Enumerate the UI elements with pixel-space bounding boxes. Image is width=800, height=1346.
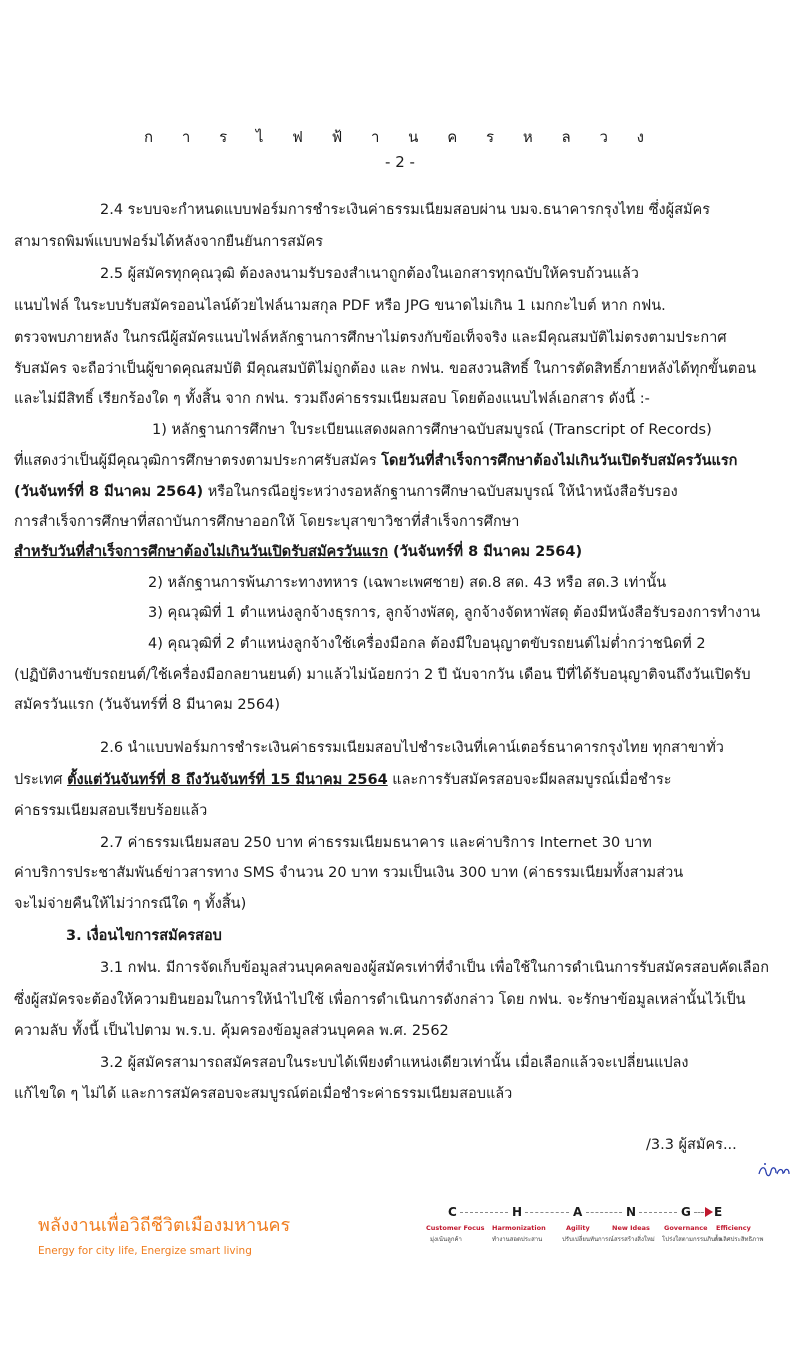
- change-label: Agility: [566, 1224, 590, 1232]
- section-3-heading: 3. เงื่อนไขการสมัครสอบ: [66, 928, 222, 944]
- change-sublabel: มุ่งเน้นลูกค้า: [430, 1236, 462, 1243]
- para-3-1-line1: 3.1 กฟน. มีการจัดเก็บข้อมูลส่วนบุคคลของผู้สมัครเท่าที่จำเป็น เพื่อใช้ในการดำเนินการรับสมัครสอบคัดเลือก: [100, 960, 770, 976]
- change-sublabel: ทำงานสอดประสาน: [492, 1236, 543, 1243]
- para-2-7-line3: จะไม่จ่ายคืนให้ไม่ว่ากรณีใด ๆ ทั้งสิ้น): [14, 896, 247, 912]
- change-divider: [460, 1212, 508, 1214]
- change-label: Governance: [664, 1224, 708, 1232]
- change-divider: [586, 1212, 622, 1214]
- para-2-5-line3: ตรวจพบภายหลัง ในกรณีผู้สมัครแนบไฟล์หลักฐานการศึกษาไม่ตรงกับข้อเท็จจริง และมีคุณสมบัติไม่ตรงตามประกาศ: [14, 330, 727, 346]
- initials-signature: [757, 1160, 791, 1185]
- change-letter-e: E: [714, 1205, 723, 1219]
- para-3-1-line3: ความลับ ทั้งนี้ เป็นไปตาม พ.ร.บ. คุ้มครองข้อมูลส่วนบุคคล พ.ศ. 2562: [14, 1023, 449, 1039]
- item-2: 2) หลักฐานการพ้นภาระทางทหาร (เฉพาะเพศชาย) สด.8 สด. 43 หรือ สด.3 เท่านั้น: [148, 575, 667, 591]
- org-title: ก า ร ไ ฟ ฟ้ า น ค ร ห ล ว ง: [144, 128, 656, 146]
- para-2-7-line1: 2.7 ค่าธรรมเนียมสอบ 250 บาท ค่าธรรมเนียมธนาคาร และค่าบริการ Internet 30 บาท: [100, 835, 652, 851]
- item-1-line2: ที่แสดงว่าเป็นผู้มีคุณวุฒิการศึกษาตรงตามประกาศรับสมัคร โดยวันที่สำเร็จการศึกษาต้องไม่เกินวันเปิดรับสมัครวันแรก: [14, 453, 738, 469]
- footer-slogan: [38, 1210, 290, 1257]
- change-letter-h: H: [512, 1205, 523, 1219]
- para-2-7-line2: ค่าบริการประชาสัมพันธ์ข่าวสารทาง SMS จำนวน 20 บาท รวมเป็นเงิน 300 บาท (ค่าธรรมเนียมทั้งสามส่วน: [14, 865, 684, 881]
- item-1-line3: (วันจันทร์ที่ 8 มีนาคม 2564) หรือในกรณีอยู่ระหว่างรอหลักฐานการศึกษาฉบับสมบูรณ์ ให้นำหนังสือรับรอง: [14, 484, 678, 500]
- change-divider: [694, 1212, 704, 1214]
- item-1-line1: 1) หลักฐานการศึกษา ใบระเบียนแสดงผลการศึกษาฉบับสมบูรณ์ (Transcript of Records): [152, 422, 712, 438]
- change-sublabel: ปรับเปลี่ยนทันการณ์: [562, 1236, 614, 1243]
- item-4-line3: สมัครวันแรก (วันจันทร์ที่ 8 มีนาคม 2564): [14, 697, 280, 713]
- page-number: - 2 -: [385, 153, 415, 171]
- slogan-thai: พลังงานเพื่อวิถีชีวิตเมืองมหานคร: [38, 1215, 291, 1236]
- change-label: Harmonization: [492, 1224, 546, 1232]
- change-sublabel: โปร่งใสตามกรรมภิบาล: [662, 1236, 722, 1243]
- change-sublabel: สรรสร้างสิ่งใหม่: [614, 1236, 655, 1243]
- item-1-line4: การสำเร็จการศึกษาที่สถาบันการศึกษาออกให้ โดยระบุสาขาวิชาที่สำเร็จการศึกษา: [14, 514, 520, 530]
- item-3: 3) คุณวุฒิที่ 1 ตำแหน่งลูกจ้างธุรการ, ลูกจ้างพัสดุ, ลูกจ้างจัดหาพัสดุ ต้องมีหนังสือรับรองการทำงาน: [148, 605, 761, 621]
- change-divider: [639, 1212, 677, 1214]
- change-sublabel: ล้ำเลิศประสิทธิภาพ: [714, 1236, 764, 1243]
- arrow-icon: [705, 1207, 713, 1217]
- para-3-2-line1: 3.2 ผู้สมัครสามารถสมัครสอบในระบบได้เพียงตำแหน่งเดียวเท่านั้น เมื่อเลือกแล้วจะเปลี่ยนแปลง: [100, 1055, 689, 1071]
- change-label: Customer Focus: [426, 1224, 485, 1232]
- continuation-note: /3.3 ผู้สมัคร...: [646, 1137, 737, 1153]
- para-2-6-line3: ค่าธรรมเนียมสอบเรียบร้อยแล้ว: [14, 803, 208, 819]
- item-4-line2: (ปฏิบัติงานขับรถยนต์/ใช้เครื่องมือกลยานยนต์) มาแล้วไม่น้อยกว่า 2 ปี นับจากวัน เดือน ปีที่ได้รับอนุญาติจนถึงวันเปิดรับ: [14, 667, 751, 683]
- change-letter-c: C: [448, 1205, 457, 1219]
- para-2-4-line2: สามารถพิมพ์แบบฟอร์มได้หลังจากยืนยันการสมัคร: [14, 234, 324, 250]
- para-2-6-line2: ประเทศ ตั้งแต่วันจันทร์ที่ 8 ถึงวันจันทร์ที่ 15 มีนาคม 2564 และการรับสมัครสอบจะมีผลสมบูรณ์เมื่อชำระ: [14, 772, 672, 788]
- change-label: New Ideas: [612, 1224, 650, 1232]
- change-values-logo: [426, 1205, 766, 1265]
- para-2-6-line1: 2.6 นำแบบฟอร์มการชำระเงินค่าธรรมเนียมสอบไปชำระเงินที่เคาน์เตอร์ธนาคารกรุงไทย ทุกสาขาทั่ว: [100, 740, 724, 756]
- para-2-4-line1: 2.4 ระบบจะกำหนดแบบฟอร์มการชำระเงินค่าธรรมเนียมสอบผ่าน บมจ.ธนาคารกรุงไทย ซึ่งผู้สมัคร: [100, 202, 711, 218]
- slogan-english: Energy for city life, Energize smart living: [38, 1245, 252, 1257]
- para-2-5-line4: รับสมัคร จะถือว่าเป็นผู้ขาดคุณสมบัติ มีคุณสมบัติไม่ถูกต้อง และ กฟน. ขอสงวนสิทธิ์ ในการตัดสิทธิ์ภายหลังได้ทุกขั้นตอน: [14, 361, 757, 377]
- change-letter-g: G: [681, 1205, 691, 1219]
- para-2-5-line2: แนบไฟล์ ในระบบรับสมัครออนไลน์ด้วยไฟล์นามสกุล PDF หรือ JPG ขนาดไม่เกิน 1 เมกกะไบต์ หาก กฟน.: [14, 298, 666, 314]
- para-2-5-line5: และไม่มีสิทธิ์ เรียกร้องใด ๆ ทั้งสิ้น จาก กฟน. รวมถึงค่าธรรมเนียมสอบ โดยต้องแนบไฟล์เอกสาร ดังนี้ :-: [14, 391, 650, 407]
- item-1-line5: สำหรับวันที่สำเร็จการศึกษาต้องไม่เกินวันเปิดรับสมัครวันแรก (วันจันทร์ที่ 8 มีนาคม 2564): [14, 544, 583, 560]
- change-label: Efficiency: [716, 1224, 751, 1232]
- item-4-line1: 4) คุณวุฒิที่ 2 ตำแหน่งลูกจ้างใช้เครื่องมือกล ต้องมีใบอนุญาตขับรถยนต์ไม่ต่ำกว่าชนิดที่ 2: [148, 636, 706, 652]
- change-letter-a: A: [573, 1205, 583, 1219]
- para-3-1-line2: ซึ่งผู้สมัครจะต้องให้ความยินยอมในการให้นำไปใช้ เพื่อการดำเนินการดังกล่าว โดย กฟน. จะรักษาข้อมูลเหล่านั้นไว้เป็น: [14, 992, 746, 1008]
- para-2-5-line1: 2.5 ผู้สมัครทุกคุณวุฒิ ต้องลงนามรับรองสำเนาถูกต้องในเอกสารทุกฉบับให้ครบถ้วนแล้ว: [100, 266, 639, 282]
- para-3-2-line2: แก้ไขใด ๆ ไม่ได้ และการสมัครสอบจะสมบูรณ์ต่อเมื่อชำระค่าธรรมเนียมสอบแล้ว: [14, 1086, 513, 1102]
- change-divider: [525, 1212, 569, 1214]
- change-letter-n: N: [626, 1205, 637, 1219]
